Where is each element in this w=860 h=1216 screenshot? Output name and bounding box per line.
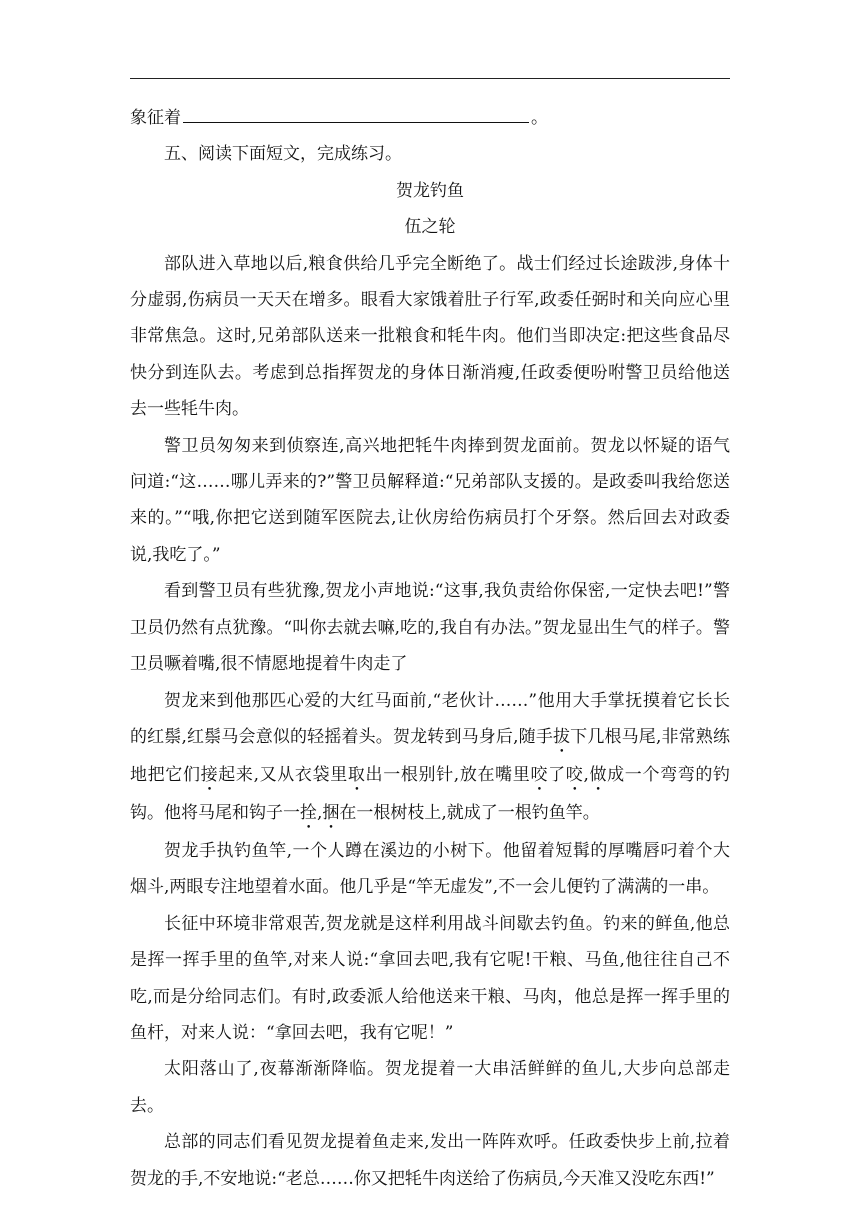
story-author: 伍之轮 xyxy=(404,217,456,238)
emphasized-verb: 捆 xyxy=(322,802,340,823)
paragraph-8: 总部的同志们看见贺龙提着鱼走来,发出一阵阵欢呼。任政委快步上前,拉着贺龙的手,不安地说:“老总……你又把牦牛肉送给了伤病员,今天准又没吃东西!” xyxy=(130,1132,730,1189)
fill-prefix: 象征着 xyxy=(130,108,181,128)
paragraph-2: 警卫员匆匆来到侦察连,高兴地把牦牛肉捧到贺龙面前。贺龙以怀疑的语气问道:“这……哪儿弄来的?”警卫员解释道:“兄弟部队支援的。是政委叫我给您送来的。”“哦,你把它送到随军医院去,让伙房给伤病员打个牙祭。然后回去对政委说,我吃了。” xyxy=(130,435,730,565)
emphasized-verb: 拴 xyxy=(300,802,317,823)
emphasized-verb: 咬 xyxy=(565,764,584,785)
story-title: 贺龙钓鱼 xyxy=(396,180,464,201)
paragraph-6: 长征中环境非常艰苦,贺龙就是这样利用战斗间歇去钓鱼。钓来的鲜鱼,他总是挥一挥手里的鱼竿,对来人说:“拿回去吧,我有它呢!干粮、马鱼,他往往自己不吃,而是分给同志们。有时,政委派人给他送来干粮、马肉，他总是挥一挥手里的鱼杆，对来人说：“拿回去吧，我有它呢！” xyxy=(130,913,730,1043)
emphasized-verb: 取 xyxy=(347,764,366,785)
fill-in-line xyxy=(130,100,730,136)
emphasized-verb: 做 xyxy=(588,764,608,785)
emphasized-verb: 拔 xyxy=(552,726,571,747)
paragraph-7: 太阳落山了,夜幕渐渐降临。贺龙提着一大串活鲜鲜的鱼儿,大步向总部走去。 xyxy=(130,1059,730,1116)
top-divider xyxy=(130,78,730,79)
emphasized-verb: 咬 xyxy=(530,764,549,785)
paragraph-1: 部队进入草地以后,粮食供给几乎完全断绝了。战士们经过长途跋涉,身体十分虚弱,伤病员一天天在增多。眼看大家饿着肚子行军,政委任弼时和关向应心里非常焦急。这时,兄弟部队送来一批粮食和牦牛肉。他们当即决定:把这些食品尽快分到连队去。考虑到总指挥贺龙的身体日渐消瘦,任政委便吩咐警卫员给他送去一些牦牛肉。 xyxy=(130,253,730,420)
emphasized-verb: 接 xyxy=(200,764,219,785)
paragraph-5: 贺龙手执钓鱼竿,一个人蹲在溪边的小树下。他留着短髯的厚嘴唇叼着个大烟斗,两眼专注地望着水面。他几乎是“竿无虚发”,不一会儿便钓了满满的一串。 xyxy=(130,840,730,898)
section-title: 五、阅读下面短文，完成练习。 xyxy=(164,144,402,165)
paragraph-3: 看到警卫员有些犹豫,贺龙小声地说:“这事,我负责给你保密,一定快去吧!”警卫员仍然有点犹豫。“叫你去就去嘛,吃的,我自有办法。”贺龙显出生气的样子。警卫员噘着嘴,很不情愿地提着牛肉走了 xyxy=(130,581,730,675)
answer-blank[interactable] xyxy=(183,102,529,123)
fill-suffix: 。 xyxy=(531,108,548,128)
document-content xyxy=(130,100,730,1197)
paragraph-4: 贺龙来到他那匹心爱的大红马面前,“老伙计……”他用大手掌抚摸着它长长的红鬃,红鬃马会意似的轻摇着头。贺龙转到马身后,随手拔下几根马尾,非常熟练地把它们接起来,又从衣袋里取出一根别针,放在嘴里咬了咬,做成一个弯弯的钓钩。他将马尾和钩子一拴,捆在一根树枝上,就成了一根钓鱼竿。 xyxy=(130,690,731,823)
